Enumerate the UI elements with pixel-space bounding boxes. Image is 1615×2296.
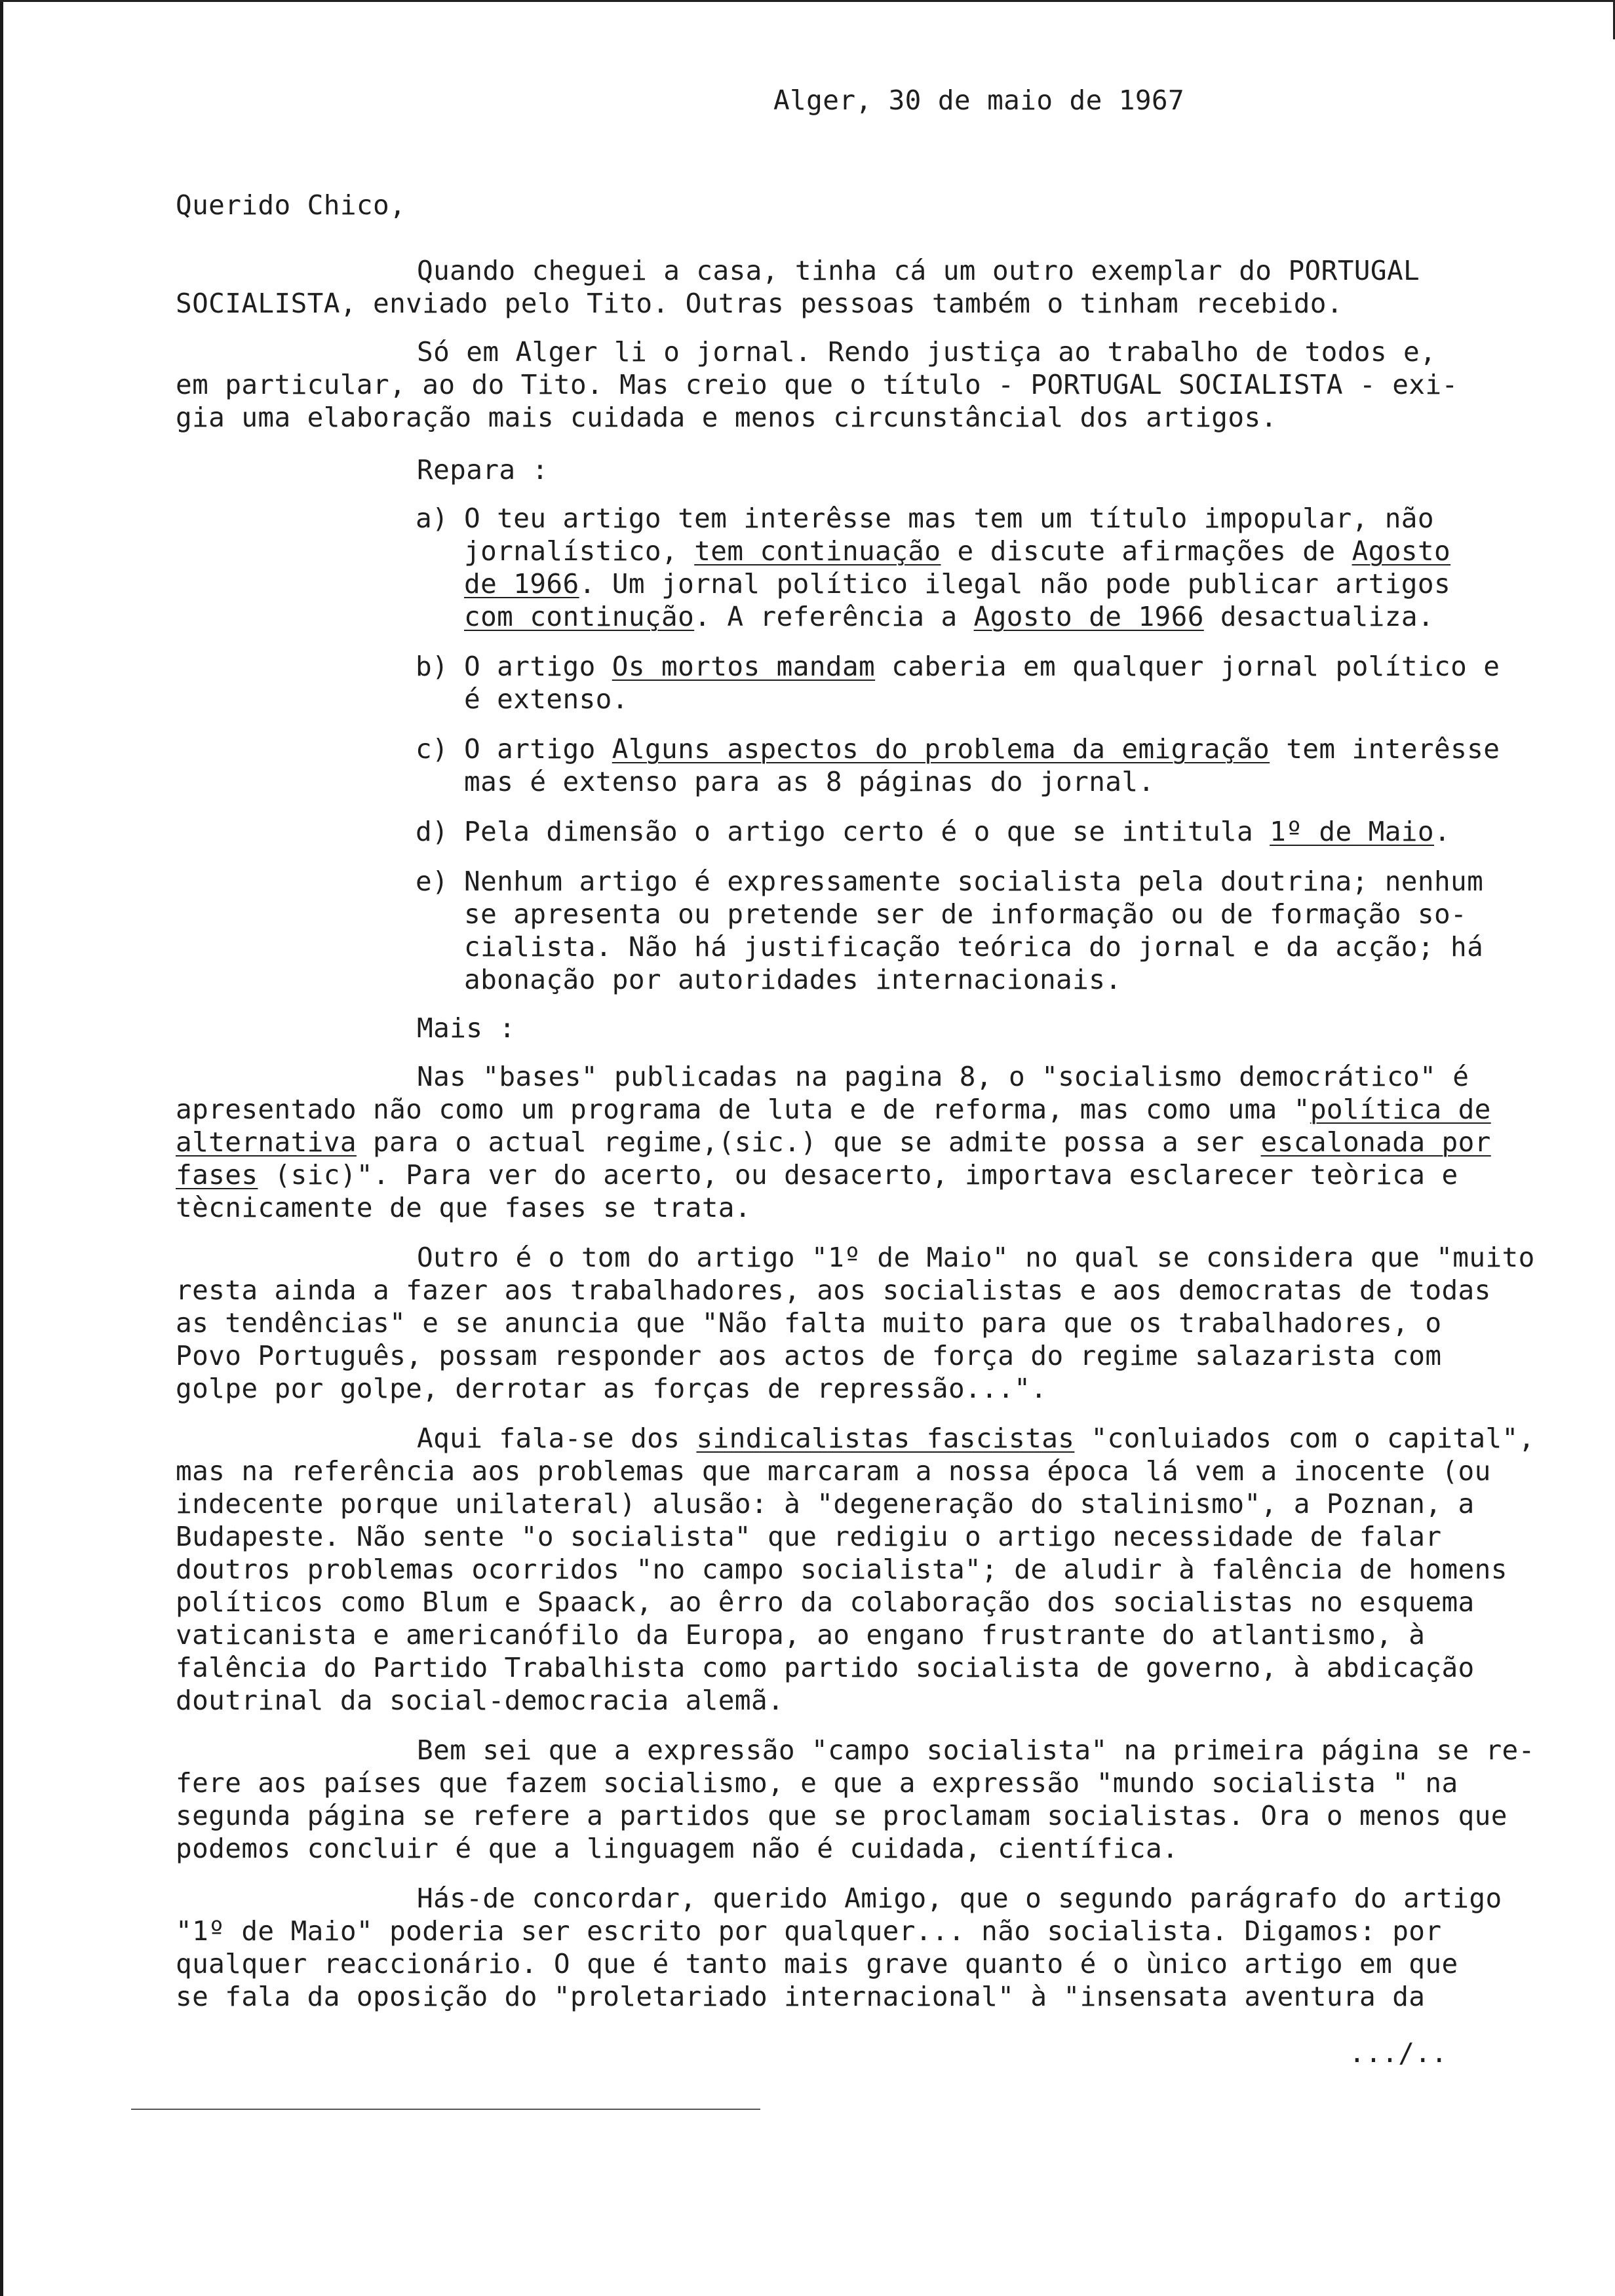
p4-line-1: Outro é o tom do artigo "1º de Maio" no qual se considera que "muito [417, 1242, 1535, 1273]
item-e-line-2: se apresenta ou pretende ser de informação ou de formação so- [464, 898, 1468, 930]
p5-line-5: doutros problemas ocorridos "no campo socialista"; de aludir à falência de homens [176, 1554, 1508, 1585]
p3-line-2: apresentado não como um programa de luta e de reforma, mas como uma "política de [176, 1094, 1491, 1125]
p1-line-1: Quando cheguei a casa, tinha cá um outro exemplar do PORTUGAL [417, 255, 1420, 286]
p5-line-2: mas na referência aos problemas que marcaram a nossa época lá vem a inocente (ou [176, 1455, 1491, 1487]
p3-line-3: alternativa para o actual regime,(sic.) que se admite possa a ser escalonada por [176, 1126, 1491, 1158]
item-c-marker: c) [416, 733, 449, 765]
item-a-line-4: com continução. A referência a Agosto de 1966 desactualiza. [464, 601, 1434, 632]
p4-line-3: as tendências" e se anuncia que "Não falta muito para que os trabalhadores, o [176, 1307, 1442, 1339]
item-b-line-1: O artigo Os mortos mandam caberia em qualquer jornal político e [464, 651, 1500, 682]
p7-line-2: "1º de Maio" poderia ser escrito por qualquer... não socialista. Digamos: por [176, 1915, 1442, 1947]
p6-line-3: segunda página se refere a partidos que se proclamam socialistas. Ora o menos que [176, 1800, 1508, 1831]
p6-line-2: fere aos países que fazem socialismo, e que a expressão "mundo socialista " na [176, 1767, 1458, 1799]
p5-line-9: doutrinal da social-democracia alemã. [176, 1685, 785, 1716]
p4-line-4: Povo Português, possam responder aos actos de força do regime salazarista com [176, 1340, 1442, 1371]
item-e-line-1: Nenhum artigo é expressamente socialista pela doutrina; nenhum [464, 866, 1484, 897]
page-edge-left [0, 0, 3, 2296]
repara-heading: Repara : [417, 454, 549, 486]
item-c-line-1: O artigo Alguns aspectos do problema da emigração tem interêsse [464, 733, 1500, 765]
p3-line-1: Nas "bases" publicadas na pagina 8, o "socialismo democrático" é [417, 1061, 1469, 1092]
p5-line-1: Aqui fala-se dos sindicalistas fascistas "conluiados com o capital", [417, 1423, 1535, 1454]
continuation-mark: .../.. [1349, 2037, 1448, 2069]
p3-line-4: fases (sic)". Para ver do acerto, ou desacerto, importava esclarecer teòrica e [176, 1159, 1458, 1191]
p5-line-8: falência do Partido Trabalhista como partido socialista de governo, à abdicação [176, 1652, 1475, 1683]
p2-line-2: em particular, ao do Tito. Mas creio que o título - PORTUGAL SOCIALISTA - exi- [176, 369, 1458, 400]
p7-line-3: qualquer reaccionário. O que é tanto mais grave quanto é o ùnico artigo em que [176, 1948, 1458, 1980]
p2-line-3: gia uma elaboração mais cuidada e menos circunstâncial dos artigos. [176, 402, 1277, 433]
p5-line-4: Budapeste. Não sente "o socialista" que redigiu o artigo necessidade de falar [176, 1521, 1442, 1552]
p6-line-4: podemos concluir é que a linguagem não é cuidada, científica. [176, 1833, 1179, 1864]
item-a-line-1: O teu artigo tem interêsse mas tem um título impopular, não [464, 503, 1434, 534]
mais-heading: Mais : [417, 1012, 516, 1044]
footer-rule [131, 2109, 760, 2110]
p5-line-3: indecente porque unilateral) alusão: à "degeneração do stalinismo", a Poznan, a [176, 1488, 1475, 1520]
p3-line-5: tècnicamente de que fases se trata. [176, 1192, 751, 1223]
p2-line-1: Só em Alger li o jornal. Rendo justiça ao trabalho de todos e, [417, 336, 1437, 368]
item-b-line-2: é extenso. [464, 683, 629, 715]
p6-line-1: Bem sei que a expressão "campo socialista" na primeira página se re- [417, 1734, 1535, 1766]
item-a-line-2: jornalístico, tem continuação e discute afirmações de Agosto [464, 535, 1451, 567]
p5-line-6: políticos como Blum e Spaack, ao êrro da colaboração dos socialistas no esquema [176, 1586, 1475, 1618]
p4-line-5: golpe por golpe, derrotar as forças de repressão...". [176, 1373, 1047, 1404]
p5-line-7: vaticanista e americanófilo da Europa, ao engano frustrante do atlantismo, à [176, 1619, 1426, 1651]
item-b-marker: b) [416, 651, 449, 682]
greeting: Querido Chico, [176, 189, 406, 221]
item-a-marker: a) [416, 503, 449, 534]
item-d-line-1: Pela dimensão o artigo certo é o que se intitula 1º de Maio. [464, 816, 1451, 847]
item-e-line-3: cialista. Não há justificação teórica do jornal e da acção; há [464, 931, 1484, 963]
p7-line-4: se fala da oposição do "proletariado internacional" à "insensata aventura da [176, 1981, 1426, 2012]
item-e-line-4: abonação por autoridades internacionais. [464, 964, 1122, 995]
p7-line-1: Hás-de concordar, querido Amigo, que o segundo parágrafo do artigo [417, 1883, 1502, 1914]
letter-date: Alger, 30 de maio de 1967 [773, 85, 1185, 116]
item-a-line-3: de 1966. Um jornal político ilegal não pode publicar artigos [464, 568, 1451, 600]
item-c-line-2: mas é extenso para as 8 páginas do jornal. [464, 766, 1155, 797]
p1-line-2: SOCIALISTA, enviado pelo Tito. Outras pessoas também o tinham recebido. [176, 288, 1343, 319]
item-d-marker: d) [416, 816, 449, 847]
item-e-marker: e) [416, 866, 449, 897]
page-edge-top [0, 0, 1615, 2]
p4-line-2: resta ainda a fazer aos trabalhadores, aos socialistas e aos democratas de todas [176, 1274, 1491, 1306]
